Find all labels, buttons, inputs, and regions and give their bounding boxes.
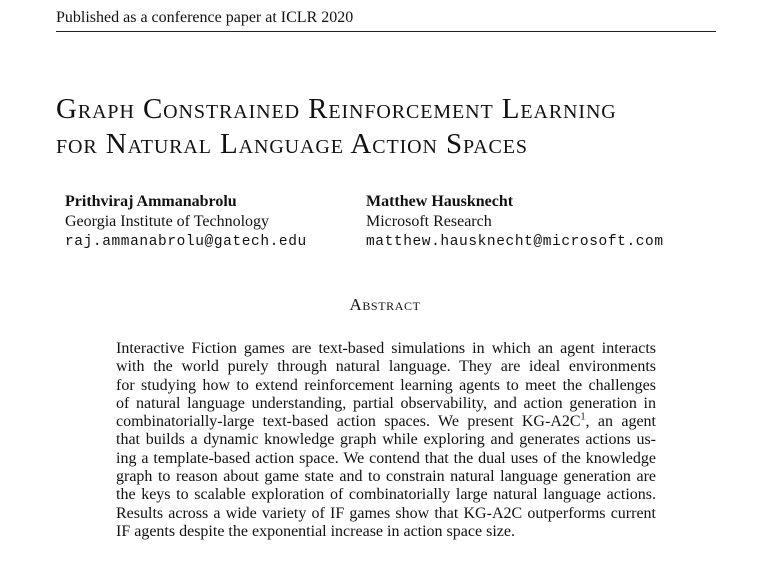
abstract-line: with the world purely through natural language. They are ideal environments [116, 358, 656, 376]
abstract-line-text: combinatorially-large text-based action spaces. We present KG-A2C [116, 413, 581, 431]
abstract-body [116, 340, 656, 541]
abstract-line: the keys to scalable exploration of combinatorially large natural language actions. [116, 486, 656, 504]
author-email[interactable]: matthew.hausknecht@microsoft.com [366, 234, 664, 250]
abstract-line: ing a template-based action space. We contend that the dual uses of the knowledge [116, 449, 656, 467]
title-line-2: for Natural Language Action Spaces [56, 128, 528, 160]
abstract-line: of natural language understanding, partial observability, and action generation in [116, 394, 656, 412]
author-block-2 [366, 192, 664, 252]
abstract-line [116, 413, 656, 431]
abstract-line: Interactive Fiction games are text-based simulations in which an agent interacts [116, 340, 656, 357]
footnote-mark[interactable]: 1 [580, 411, 586, 423]
abstract-line: Results across a wide variety of IF games show that KG-A2C outperforms current [116, 504, 656, 522]
author-name: Matthew Hausknecht [366, 193, 514, 210]
abstract-line-suffix: , an agent [585, 413, 657, 431]
author-block-1 [65, 192, 307, 252]
abstract-line: for studying how to extend reinforcement learning agents to meet the challenges [116, 376, 656, 394]
abstract-line: that builds a dynamic knowledge graph while exploring and generates actions us- [116, 431, 656, 449]
author-affiliation: Georgia Institute of Technology [65, 213, 270, 230]
venue-header: Published as a conference paper at ICLR 2020 [56, 8, 716, 32]
abstract-heading: Abstract [349, 295, 421, 314]
author-name: Prithviraj Ammanabrolu [65, 193, 237, 210]
author-affiliation: Microsoft Research [366, 213, 492, 230]
author-email[interactable]: raj.ammanabrolu@gatech.edu [65, 234, 307, 250]
title-line-1: Graph Constrained Reinforcement Learning [56, 93, 617, 125]
abstract-line: graph to reason about game state and to constrain natural language generation are [116, 468, 656, 486]
abstract-line: IF agents despite the exponential increase in action space size. [116, 522, 515, 540]
paper-title [56, 92, 736, 162]
